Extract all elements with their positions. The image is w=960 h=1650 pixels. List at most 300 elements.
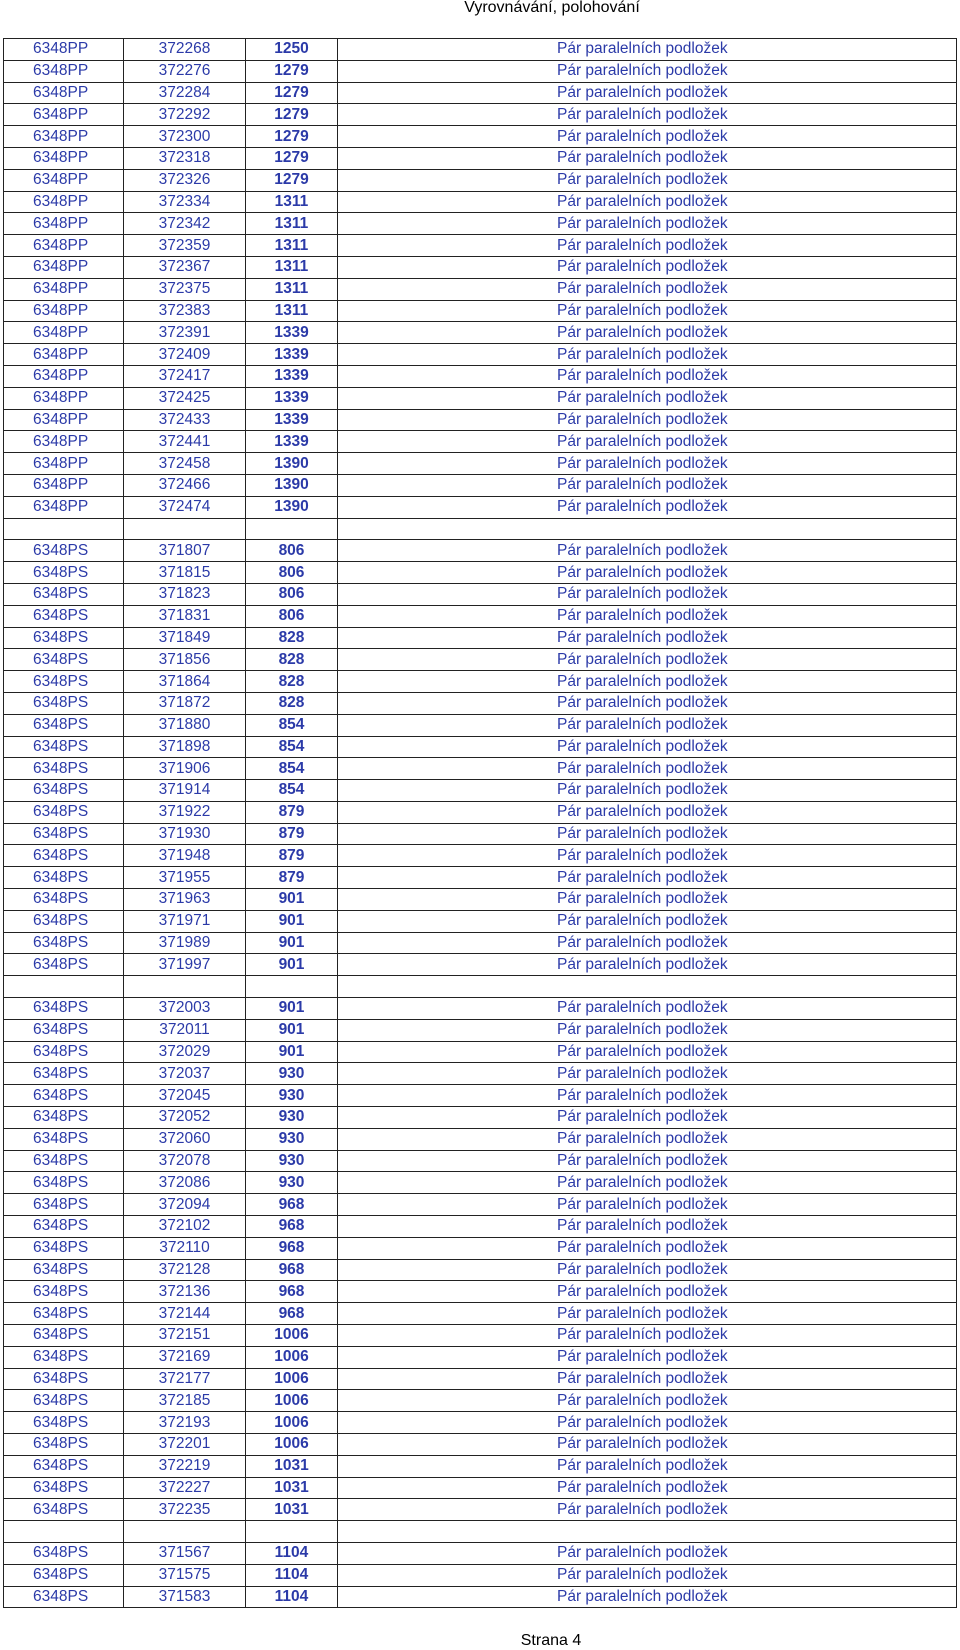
catalog-number-cell: 371906 xyxy=(124,758,246,780)
product-code-cell: 6348PP xyxy=(4,213,124,235)
catalog-number-cell: 372094 xyxy=(124,1194,246,1216)
catalog-number-cell: 372037 xyxy=(124,1063,246,1085)
description-cell: Pár paralelních podložek xyxy=(338,1172,957,1194)
description-cell: Pár paralelních podložek xyxy=(338,671,957,693)
description-cell: Pár paralelních podložek xyxy=(338,409,957,431)
product-code-cell: 6348PP xyxy=(4,322,124,344)
description-cell: Pár paralelních podložek xyxy=(338,1303,957,1325)
table-row xyxy=(4,104,957,126)
product-code-cell: 6348PP xyxy=(4,147,124,169)
product-code-cell xyxy=(4,518,124,540)
table-row xyxy=(4,910,957,932)
product-code-cell: 6348PP xyxy=(4,474,124,496)
product-code-cell: 6348PP xyxy=(4,104,124,126)
product-code-cell: 6348PS xyxy=(4,1368,124,1390)
product-code-cell: 6348PP xyxy=(4,431,124,453)
table-row xyxy=(4,1542,957,1564)
catalog-number-cell: 372326 xyxy=(124,169,246,191)
price-cell: 1311 xyxy=(246,256,338,278)
product-code-cell: 6348PP xyxy=(4,60,124,82)
table-row xyxy=(4,562,957,584)
catalog-number-cell: 372011 xyxy=(124,1019,246,1041)
table-row xyxy=(4,1434,957,1456)
description-cell: Pár paralelních podložek xyxy=(338,300,957,322)
description-cell: Pár paralelních podložek xyxy=(338,1019,957,1041)
price-cell: 901 xyxy=(246,1019,338,1041)
price-cell: 854 xyxy=(246,714,338,736)
table-row xyxy=(4,583,957,605)
product-code-cell: 6348PS xyxy=(4,1085,124,1107)
product-code-cell: 6348PS xyxy=(4,1281,124,1303)
catalog-number-cell: 371823 xyxy=(124,583,246,605)
product-code-cell: 6348PS xyxy=(4,540,124,562)
catalog-number-cell xyxy=(124,518,246,540)
catalog-number-cell: 372300 xyxy=(124,126,246,148)
price-cell: 1339 xyxy=(246,344,338,366)
product-code-cell: 6348PS xyxy=(4,583,124,605)
description-cell: Pár paralelních podložek xyxy=(338,147,957,169)
description-cell: Pár paralelních podložek xyxy=(338,845,957,867)
table-row xyxy=(4,1499,957,1521)
description-cell xyxy=(338,518,957,540)
description-cell: Pár paralelních podložek xyxy=(338,191,957,213)
table-row xyxy=(4,1325,957,1347)
product-code-cell: 6348PP xyxy=(4,365,124,387)
table-row xyxy=(4,540,957,562)
product-code-cell: 6348PS xyxy=(4,714,124,736)
catalog-number-cell: 372177 xyxy=(124,1368,246,1390)
price-cell: 828 xyxy=(246,627,338,649)
table-row xyxy=(4,147,957,169)
table-row xyxy=(4,867,957,889)
product-code-cell: 6348PS xyxy=(4,649,124,671)
product-code-cell: 6348PP xyxy=(4,387,124,409)
price-cell: 968 xyxy=(246,1259,338,1281)
description-cell: Pár paralelních podložek xyxy=(338,1455,957,1477)
product-code-cell: 6348PS xyxy=(4,1194,124,1216)
catalog-number-cell: 371831 xyxy=(124,605,246,627)
description-cell: Pár paralelních podložek xyxy=(338,1542,957,1564)
description-cell: Pár paralelních podložek xyxy=(338,540,957,562)
catalog-number-cell: 371864 xyxy=(124,671,246,693)
price-cell: 1031 xyxy=(246,1455,338,1477)
table-row xyxy=(4,1019,957,1041)
table-row xyxy=(4,1455,957,1477)
product-code-cell: 6348PP xyxy=(4,235,124,257)
table-row xyxy=(4,627,957,649)
parts-table xyxy=(3,38,957,1608)
catalog-number-cell: 372227 xyxy=(124,1477,246,1499)
catalog-number-cell: 371807 xyxy=(124,540,246,562)
table-row xyxy=(4,692,957,714)
catalog-number-cell: 372185 xyxy=(124,1390,246,1412)
table-row xyxy=(4,671,957,693)
description-cell: Pár paralelních podložek xyxy=(338,344,957,366)
table-row xyxy=(4,1477,957,1499)
page-footer xyxy=(0,1633,960,1649)
price-cell xyxy=(246,1521,338,1543)
price-cell: 1279 xyxy=(246,169,338,191)
table-row xyxy=(4,1172,957,1194)
price-cell: 806 xyxy=(246,583,338,605)
product-code-cell: 6348PS xyxy=(4,889,124,911)
catalog-number-cell: 372409 xyxy=(124,344,246,366)
table-row xyxy=(4,496,957,518)
price-cell: 968 xyxy=(246,1216,338,1238)
catalog-number-cell: 371989 xyxy=(124,932,246,954)
price-cell: 968 xyxy=(246,1194,338,1216)
product-code-cell: 6348PS xyxy=(4,1586,124,1608)
table-row xyxy=(4,169,957,191)
price-cell: 901 xyxy=(246,932,338,954)
price-cell: 901 xyxy=(246,954,338,976)
table-row xyxy=(4,278,957,300)
table-row xyxy=(4,453,957,475)
table-row xyxy=(4,82,957,104)
description-cell: Pár paralelních podložek xyxy=(338,365,957,387)
product-code-cell: 6348PS xyxy=(4,1564,124,1586)
price-cell: 930 xyxy=(246,1172,338,1194)
description-cell: Pár paralelních podložek xyxy=(338,649,957,671)
catalog-number-cell: 372052 xyxy=(124,1107,246,1129)
page-number: Strana 4 xyxy=(520,1632,582,1649)
table-row xyxy=(4,1128,957,1150)
catalog-number-cell: 372060 xyxy=(124,1128,246,1150)
catalog-number-cell: 372102 xyxy=(124,1216,246,1238)
price-cell: 1006 xyxy=(246,1368,338,1390)
price-cell xyxy=(246,518,338,540)
catalog-number-cell: 372334 xyxy=(124,191,246,213)
description-cell: Pár paralelních podložek xyxy=(338,256,957,278)
catalog-number-cell: 371872 xyxy=(124,692,246,714)
catalog-number-cell: 371575 xyxy=(124,1564,246,1586)
price-cell: 879 xyxy=(246,823,338,845)
table-row xyxy=(4,801,957,823)
product-code-cell: 6348PS xyxy=(4,1107,124,1129)
catalog-number-cell: 371567 xyxy=(124,1542,246,1564)
catalog-number-cell: 371815 xyxy=(124,562,246,584)
description-cell: Pár paralelních podložek xyxy=(338,758,957,780)
catalog-number-cell: 371898 xyxy=(124,736,246,758)
product-code-cell: 6348PS xyxy=(4,692,124,714)
product-code-cell: 6348PS xyxy=(4,954,124,976)
price-cell: 1339 xyxy=(246,322,338,344)
description-cell: Pár paralelních podložek xyxy=(338,867,957,889)
product-code-cell: 6348PS xyxy=(4,780,124,802)
price-cell: 901 xyxy=(246,1041,338,1063)
table-row xyxy=(4,954,957,976)
description-cell: Pár paralelních podložek xyxy=(338,1281,957,1303)
table-row xyxy=(4,998,957,1020)
table-row xyxy=(4,845,957,867)
catalog-number-cell: 371880 xyxy=(124,714,246,736)
price-cell: 806 xyxy=(246,540,338,562)
catalog-number-cell: 372458 xyxy=(124,453,246,475)
catalog-number-cell: 372425 xyxy=(124,387,246,409)
catalog-number-cell: 371948 xyxy=(124,845,246,867)
product-code-cell: 6348PP xyxy=(4,126,124,148)
table-row xyxy=(4,758,957,780)
price-cell: 1279 xyxy=(246,147,338,169)
description-cell: Pár paralelních podložek xyxy=(338,1107,957,1129)
product-code-cell: 6348PS xyxy=(4,736,124,758)
description-cell: Pár paralelních podložek xyxy=(338,496,957,518)
price-cell: 828 xyxy=(246,671,338,693)
price-cell: 1006 xyxy=(246,1390,338,1412)
price-cell: 1390 xyxy=(246,496,338,518)
table-row xyxy=(4,649,957,671)
catalog-number-cell: 372383 xyxy=(124,300,246,322)
product-code-cell: 6348PS xyxy=(4,671,124,693)
catalog-number-cell: 372276 xyxy=(124,60,246,82)
product-code-cell: 6348PS xyxy=(4,627,124,649)
table-row xyxy=(4,39,957,61)
table-row xyxy=(4,1063,957,1085)
catalog-number-cell: 372268 xyxy=(124,39,246,61)
price-cell: 1390 xyxy=(246,474,338,496)
table-row xyxy=(4,1041,957,1063)
price-cell: 879 xyxy=(246,801,338,823)
catalog-number-cell: 372169 xyxy=(124,1346,246,1368)
product-code-cell: 6348PS xyxy=(4,1237,124,1259)
price-cell: 968 xyxy=(246,1281,338,1303)
product-code-cell: 6348PS xyxy=(4,845,124,867)
catalog-number-cell: 372110 xyxy=(124,1237,246,1259)
catalog-number-cell: 371856 xyxy=(124,649,246,671)
table-row xyxy=(4,823,957,845)
table-row xyxy=(4,1346,957,1368)
product-code-cell: 6348PS xyxy=(4,1041,124,1063)
catalog-number-cell: 372474 xyxy=(124,496,246,518)
table-row xyxy=(4,1564,957,1586)
price-cell: 968 xyxy=(246,1303,338,1325)
parts-table-body xyxy=(4,39,957,1608)
catalog-number-cell: 372128 xyxy=(124,1259,246,1281)
price-cell: 901 xyxy=(246,889,338,911)
catalog-number-cell: 371963 xyxy=(124,889,246,911)
catalog-number-cell: 372144 xyxy=(124,1303,246,1325)
description-cell: Pár paralelních podložek xyxy=(338,1150,957,1172)
price-cell: 901 xyxy=(246,910,338,932)
product-code-cell: 6348PS xyxy=(4,1499,124,1521)
product-code-cell: 6348PS xyxy=(4,562,124,584)
description-cell xyxy=(338,976,957,998)
description-cell: Pár paralelních podložek xyxy=(338,126,957,148)
price-cell: 930 xyxy=(246,1063,338,1085)
description-cell: Pár paralelních podložek xyxy=(338,1128,957,1150)
table-row xyxy=(4,1085,957,1107)
price-cell: 901 xyxy=(246,998,338,1020)
product-code-cell: 6348PS xyxy=(4,1455,124,1477)
product-code-cell: 6348PP xyxy=(4,256,124,278)
table-row xyxy=(4,1281,957,1303)
price-cell: 1390 xyxy=(246,453,338,475)
product-code-cell xyxy=(4,976,124,998)
table-row xyxy=(4,256,957,278)
table-row xyxy=(4,1259,957,1281)
product-code-cell: 6348PS xyxy=(4,998,124,1020)
price-cell: 806 xyxy=(246,562,338,584)
description-cell: Pár paralelních podložek xyxy=(338,1259,957,1281)
description-cell: Pár paralelních podložek xyxy=(338,1325,957,1347)
table-row xyxy=(4,409,957,431)
product-code-cell: 6348PS xyxy=(4,1412,124,1434)
catalog-number-cell: 372466 xyxy=(124,474,246,496)
catalog-number-cell: 372292 xyxy=(124,104,246,126)
catalog-number-cell: 371922 xyxy=(124,801,246,823)
price-cell: 1311 xyxy=(246,235,338,257)
description-cell: Pár paralelních podložek xyxy=(338,889,957,911)
product-code-cell: 6348PP xyxy=(4,278,124,300)
table-row xyxy=(4,1412,957,1434)
table-row xyxy=(4,387,957,409)
product-code-cell: 6348PS xyxy=(4,1303,124,1325)
catalog-number-cell: 372391 xyxy=(124,322,246,344)
product-code-cell: 6348PS xyxy=(4,1172,124,1194)
description-cell: Pár paralelních podložek xyxy=(338,583,957,605)
description-cell: Pár paralelních podložek xyxy=(338,1586,957,1608)
price-cell: 1279 xyxy=(246,82,338,104)
product-code-cell: 6348PS xyxy=(4,605,124,627)
description-cell: Pár paralelních podložek xyxy=(338,104,957,126)
catalog-number-cell: 372235 xyxy=(124,1499,246,1521)
table-row xyxy=(4,322,957,344)
catalog-number-cell: 371971 xyxy=(124,910,246,932)
price-cell: 806 xyxy=(246,605,338,627)
price-cell: 1006 xyxy=(246,1325,338,1347)
description-cell: Pár paralelních podložek xyxy=(338,562,957,584)
product-code-cell: 6348PP xyxy=(4,496,124,518)
description-cell: Pár paralelních podložek xyxy=(338,780,957,802)
price-cell: 1006 xyxy=(246,1346,338,1368)
product-code-cell: 6348PP xyxy=(4,300,124,322)
catalog-number-cell: 372003 xyxy=(124,998,246,1020)
table-row xyxy=(4,889,957,911)
catalog-number-cell: 371997 xyxy=(124,954,246,976)
table-spacer-row xyxy=(4,518,957,540)
price-cell: 1339 xyxy=(246,409,338,431)
description-cell: Pár paralelních podložek xyxy=(338,169,957,191)
price-cell: 1311 xyxy=(246,213,338,235)
product-code-cell: 6348PS xyxy=(4,1128,124,1150)
description-cell: Pár paralelních podložek xyxy=(338,474,957,496)
table-row xyxy=(4,1390,957,1412)
product-code-cell: 6348PS xyxy=(4,1150,124,1172)
description-cell: Pár paralelních podložek xyxy=(338,235,957,257)
product-code-cell xyxy=(4,1521,124,1543)
product-code-cell: 6348PS xyxy=(4,1542,124,1564)
description-cell: Pár paralelních podložek xyxy=(338,39,957,61)
price-cell: 1104 xyxy=(246,1586,338,1608)
description-cell: Pár paralelních podložek xyxy=(338,1564,957,1586)
product-code-cell: 6348PS xyxy=(4,1063,124,1085)
description-cell: Pár paralelních podložek xyxy=(338,932,957,954)
catalog-number-cell: 371930 xyxy=(124,823,246,845)
catalog-number-cell: 372136 xyxy=(124,1281,246,1303)
description-cell: Pár paralelních podložek xyxy=(338,736,957,758)
description-cell: Pár paralelních podložek xyxy=(338,954,957,976)
description-cell: Pár paralelních podložek xyxy=(338,60,957,82)
catalog-number-cell: 372367 xyxy=(124,256,246,278)
table-row xyxy=(4,736,957,758)
product-code-cell: 6348PS xyxy=(4,867,124,889)
table-row xyxy=(4,60,957,82)
price-cell: 1031 xyxy=(246,1499,338,1521)
table-row xyxy=(4,780,957,802)
catalog-number-cell: 372375 xyxy=(124,278,246,300)
price-cell: 1104 xyxy=(246,1542,338,1564)
product-code-cell: 6348PP xyxy=(4,39,124,61)
catalog-number-cell: 371914 xyxy=(124,780,246,802)
price-cell: 854 xyxy=(246,780,338,802)
description-cell: Pár paralelních podložek xyxy=(338,453,957,475)
catalog-number-cell: 372029 xyxy=(124,1041,246,1063)
catalog-number-cell xyxy=(124,1521,246,1543)
product-code-cell: 6348PS xyxy=(4,1346,124,1368)
description-cell: Pár paralelních podložek xyxy=(338,1434,957,1456)
description-cell: Pár paralelních podložek xyxy=(338,1085,957,1107)
description-cell xyxy=(338,1521,957,1543)
description-cell: Pár paralelních podložek xyxy=(338,278,957,300)
product-code-cell: 6348PS xyxy=(4,801,124,823)
product-code-cell: 6348PS xyxy=(4,1325,124,1347)
description-cell: Pár paralelních podložek xyxy=(338,998,957,1020)
product-code-cell: 6348PP xyxy=(4,344,124,366)
catalog-number-cell xyxy=(124,976,246,998)
table-row xyxy=(4,1303,957,1325)
page-header xyxy=(0,0,960,28)
price-cell: 1311 xyxy=(246,191,338,213)
product-code-cell: 6348PP xyxy=(4,453,124,475)
catalog-number-cell: 372417 xyxy=(124,365,246,387)
table-row xyxy=(4,1150,957,1172)
catalog-number-cell: 372318 xyxy=(124,147,246,169)
catalog-number-cell: 371849 xyxy=(124,627,246,649)
catalog-number-cell: 372045 xyxy=(124,1085,246,1107)
description-cell: Pár paralelních podložek xyxy=(338,1412,957,1434)
product-code-cell: 6348PS xyxy=(4,910,124,932)
description-cell: Pár paralelních podložek xyxy=(338,1237,957,1259)
price-cell: 1339 xyxy=(246,431,338,453)
catalog-number-cell: 372433 xyxy=(124,409,246,431)
description-cell: Pár paralelních podložek xyxy=(338,627,957,649)
price-cell: 828 xyxy=(246,692,338,714)
price-cell: 1339 xyxy=(246,387,338,409)
table-row xyxy=(4,191,957,213)
table-row xyxy=(4,126,957,148)
description-cell: Pár paralelních podložek xyxy=(338,387,957,409)
price-cell: 1031 xyxy=(246,1477,338,1499)
price-cell: 968 xyxy=(246,1237,338,1259)
product-code-cell: 6348PP xyxy=(4,409,124,431)
page-title: Vyrovnávání, polohování xyxy=(464,0,640,16)
catalog-number-cell: 371955 xyxy=(124,867,246,889)
table-row xyxy=(4,474,957,496)
table-row xyxy=(4,365,957,387)
product-code-cell: 6348PP xyxy=(4,169,124,191)
catalog-number-cell: 371583 xyxy=(124,1586,246,1608)
price-cell: 1006 xyxy=(246,1412,338,1434)
price-cell: 930 xyxy=(246,1107,338,1129)
price-cell: 828 xyxy=(246,649,338,671)
price-cell: 879 xyxy=(246,845,338,867)
table-row xyxy=(4,605,957,627)
table-row xyxy=(4,932,957,954)
product-code-cell: 6348PP xyxy=(4,82,124,104)
description-cell: Pár paralelních podložek xyxy=(338,823,957,845)
description-cell: Pár paralelních podložek xyxy=(338,1216,957,1238)
table-spacer-row xyxy=(4,976,957,998)
